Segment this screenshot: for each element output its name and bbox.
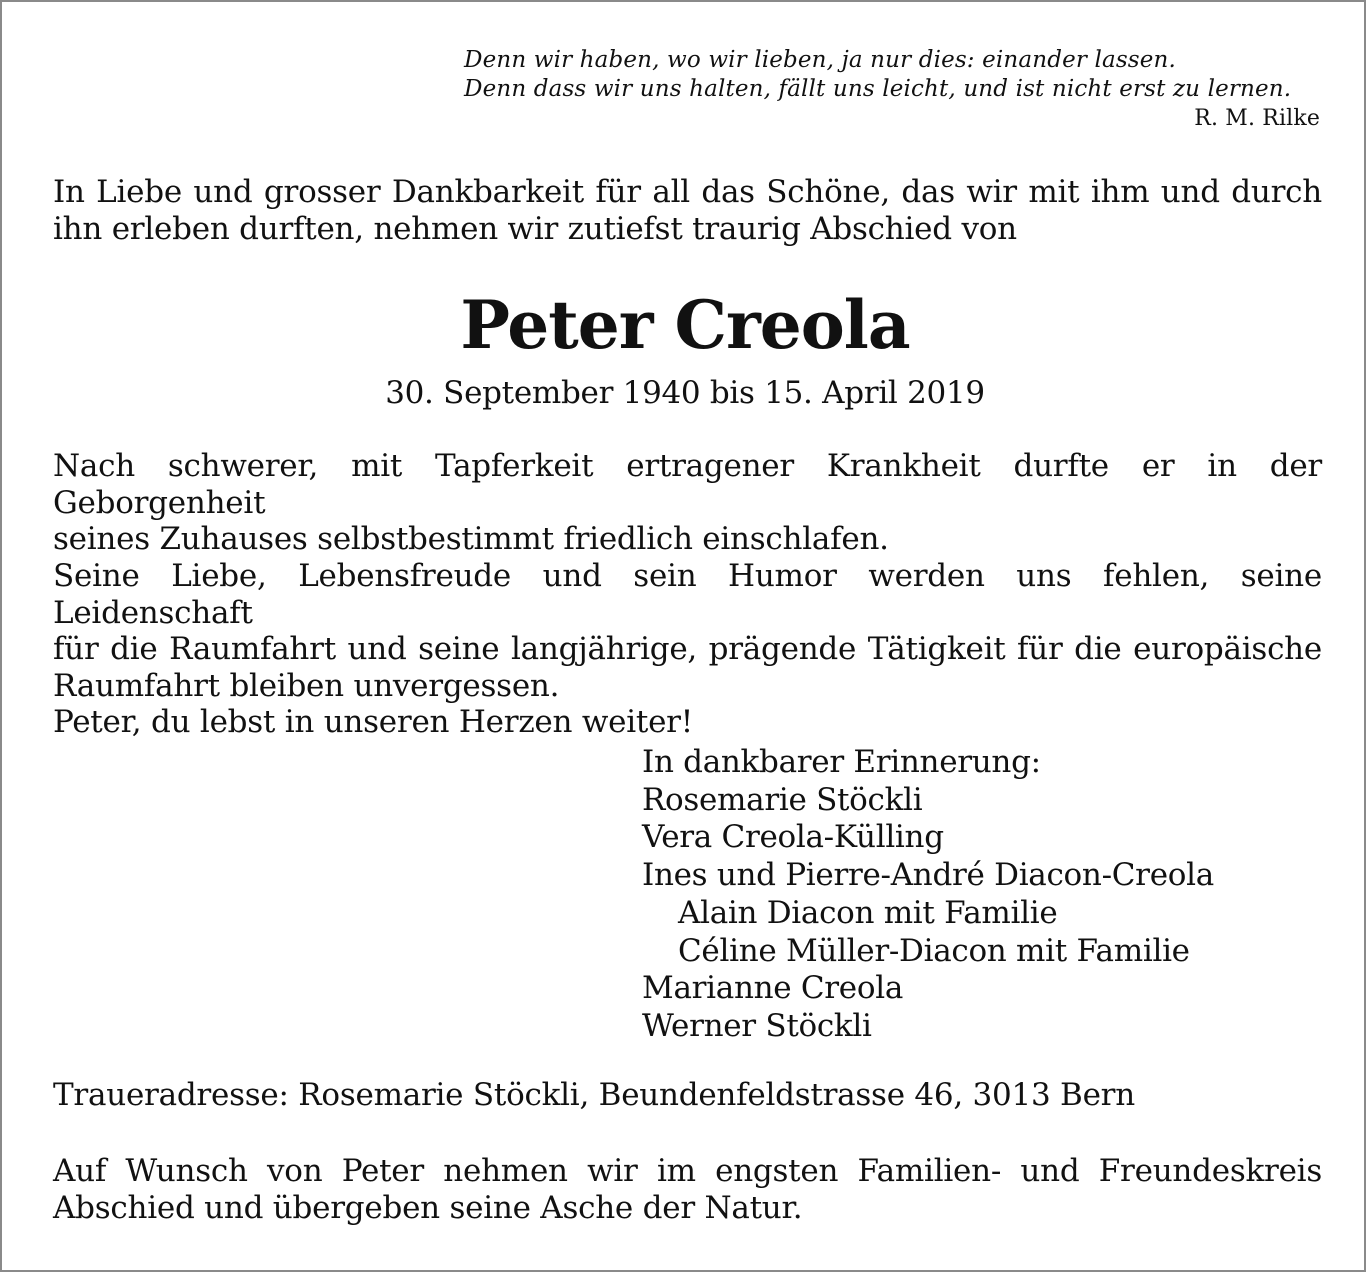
intro-paragraph	[53, 174, 1322, 247]
legacy-line-2: für die Raumfahrt und seine langjährige, prägende Tätigkeit für die europäische	[53, 631, 1322, 667]
legacy-line-3: Raumfahrt bleiben unvergessen.	[53, 667, 560, 704]
wish-line-1: Auf Wunsch von Peter nehmen wir im engsten Familien- und Freundeskreis	[53, 1153, 1322, 1189]
farewell-line: Peter, du lebst in unseren Herzen weiter!	[53, 704, 693, 740]
quote-line-1: Denn wir haben, wo wir lieben, ja nur dies: einander lassen.	[464, 47, 1176, 73]
deceased-name: Peter Creola	[460, 286, 910, 364]
mourners-heading: In dankbarer Erinnerung:	[642, 744, 1041, 780]
mourner-name: Ines und Pierre-André Diacon-Creola	[642, 857, 1214, 894]
illness-paragraph	[53, 448, 1322, 558]
wish-line-2: Abschied und übergeben seine Asche der Natur.	[53, 1189, 803, 1226]
illness-line-1: Nach schwerer, mit Tapferkeit ertragener Krankheit durfte er in der Geborgenheit	[53, 448, 1322, 521]
mourner-name-indented: Alain Diacon mit Familie	[678, 894, 1058, 931]
life-dates: 30. September 1940 bis 15. April 2019	[385, 375, 985, 411]
intro-line-2: ihn erleben durften, nehmen wir zutiefst traurig Abschied von	[53, 210, 1017, 247]
mourners-list	[642, 744, 1342, 1046]
final-wish-paragraph	[53, 1153, 1322, 1226]
rilke-quote	[464, 46, 1322, 133]
mourning-address: Traueradresse: Rosemarie Stöckli, Beundenfeldstrasse 46, 3013 Bern	[53, 1077, 1135, 1113]
mourner-name: Rosemarie Stöckli	[642, 781, 923, 818]
intro-line-1: In Liebe und grosser Dankbarkeit für all das Schöne, das wir mit ihm und durch	[53, 174, 1322, 210]
mourner-name: Werner Stöckli	[642, 1007, 872, 1044]
legacy-line-1: Seine Liebe, Lebensfreude und sein Humor werden uns fehlen, seine Leidenschaft	[53, 558, 1322, 631]
quote-author: R. M. Rilke	[1194, 106, 1320, 131]
legacy-paragraph	[53, 558, 1322, 741]
mourner-name: Marianne Creola	[642, 970, 904, 1007]
illness-line-2: seines Zuhauses selbstbestimmt friedlich einschlafen.	[53, 521, 889, 557]
mourner-name: Vera Creola-Külling	[642, 819, 944, 856]
quote-line-2: Denn dass wir uns halten, fällt uns leicht, und ist nicht erst zu lernen.	[464, 76, 1292, 102]
mourner-name-indented: Céline Müller-Diacon mit Familie	[678, 932, 1190, 969]
